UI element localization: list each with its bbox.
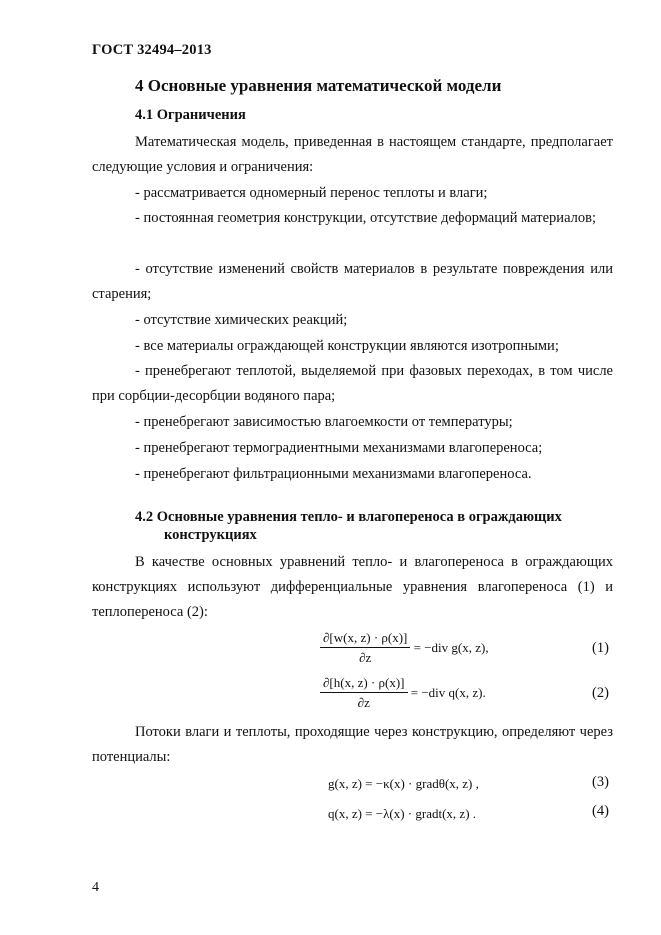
list-item: - отсутствие химических реакций; (135, 312, 348, 328)
equation-2-numerator: ∂[h(x, z) · ρ(x)] (320, 675, 408, 693)
subsection-title-line2: конструкциях (164, 527, 257, 543)
equation-4: q(x, z) = −λ(x) · gradt(x, z) . (328, 806, 477, 821)
equation-2-fraction (320, 675, 408, 711)
equation-3-number: (3) (592, 774, 609, 790)
list-item: - отсутствие изменений свойств материалов в результате повреждения или старения; (92, 261, 613, 302)
subsection-title-4-2 (135, 508, 605, 544)
list-item: - все материалы ограждающей конструкции являются изотропными; (135, 338, 559, 354)
list-item: - постоянная геометрия конструкции, отсутствие деформаций материалов; (135, 210, 596, 226)
list-item: - пренебрегают теплотой, выделяемой при фазовых переходах, в том числе при сорбции-десорбции водяного пара; (92, 363, 613, 404)
equations-intro-paragraph: В качестве основных уравнений тепло- и влагопереноса в ограждающих конструкциях используют дифференциальные уравнения влагопереноса (1) и теплопереноса (2): (92, 554, 613, 620)
equation-1-number: (1) (592, 640, 609, 656)
list-item: - пренебрегают термоградиентными механизмами влагопереноса; (135, 440, 543, 456)
section-title: 4 Основные уравнения математической модели (135, 76, 502, 95)
subsection-title-line1: 4.2 Основные уравнения тепло- и влагопереноса в ограждающих (135, 509, 562, 525)
equation-2-rhs: = −div q(x, z). (410, 685, 486, 700)
equation-3: g(x, z) = −κ(x) · gradθ(x, z) , (328, 776, 479, 791)
intro-paragraph: Математическая модель, приведенная в настоящем стандарте, предполагает следующие условия и ограничения: (92, 134, 613, 175)
subsection-title-4-1: 4.1 Ограничения (135, 107, 246, 123)
list-item: - пренебрегают фильтрационными механизмами влагопереноса. (135, 466, 532, 482)
potentials-paragraph: Потоки влаги и теплоты, проходящие через конструкцию, определяют через потенциалы: (92, 724, 613, 765)
equation-2-number: (2) (592, 685, 609, 701)
list-item: - пренебрегают зависимостью влагоемкости от температуры; (135, 414, 513, 430)
list-item: - рассматривается одномерный перенос теплоты и влаги; (135, 185, 488, 201)
equation-1-numerator: ∂[w(x, z) · ρ(x)] (320, 630, 410, 648)
equation-1 (320, 630, 489, 666)
equation-2-denominator: ∂z (357, 695, 370, 710)
equation-4-number: (4) (592, 803, 609, 819)
equation-1-rhs: = −div g(x, z), (413, 640, 489, 655)
equation-1-denominator: ∂z (359, 650, 372, 665)
document-header: ГОСТ 32494–2013 (92, 42, 212, 58)
page-number: 4 (92, 880, 99, 895)
equation-1-fraction (320, 630, 410, 666)
equation-2 (320, 675, 486, 711)
